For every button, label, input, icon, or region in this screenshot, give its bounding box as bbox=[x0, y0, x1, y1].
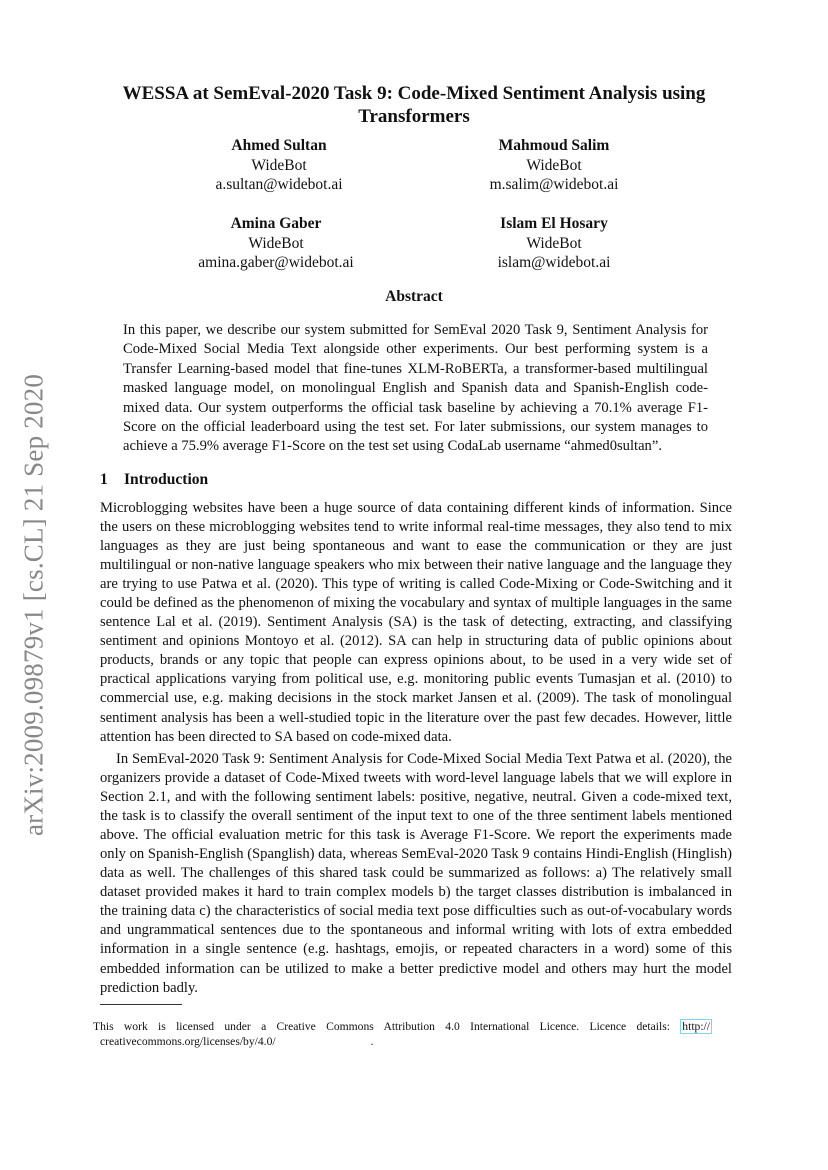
author-affiliation: WideBot bbox=[526, 156, 582, 174]
author-block bbox=[434, 214, 674, 273]
body-paragraph: Microblogging websites have been a huge source of data containing different kinds of information. Since the users on these microblogging websites tend to write informal real-time messages, they also tend to mix languages as they are just being spontaneous and want to ease the communication or they are just multilingual or non-native language speakers who mix between their native language and the language they are trying to use Patwa et al. (2020). This type of writing is called Code-Mixing or Code-Switching and it could be defined as the phenomenon of mixing the vocabulary and syntax of multiple languages in the same sentence Lal et al. (2019). Sentiment Analysis (SA) is the task of detecting, extracting, and classifying sentiment and opinions Montoyo et al. (2012). SA can help in structuring data of public opinions about products, brands or any topic that people can express opinions about, to be used in a very wide set of practical applications varying from political use, e.g. monitoring public events Tumasjan et al. (2010) to commercial use, e.g. making decisions in the stock market Jansen et al. (2009). The task of monolingual sentiment analysis has been a well-studied topic in the literature over the past few decades. However, little attention has been directed to SA based on code-mixed data. bbox=[100, 500, 732, 745]
license-url[interactable]: creativecommons.org/licenses/by/4.0/ bbox=[100, 1034, 276, 1048]
author-block bbox=[434, 136, 674, 195]
author-affiliation: WideBot bbox=[248, 234, 304, 252]
arxiv-identifier: arXiv:2009.09879v1 [cs.CL] 21 Sep 2020 bbox=[18, 373, 49, 837]
author-block bbox=[156, 214, 396, 273]
section-number: 1 bbox=[100, 471, 108, 488]
footnote-end: . bbox=[370, 1034, 374, 1048]
author-block bbox=[159, 136, 399, 195]
license-link[interactable]: http:// bbox=[682, 1020, 710, 1033]
author-affiliation: WideBot bbox=[251, 156, 307, 174]
author-affiliation: WideBot bbox=[526, 234, 582, 252]
author-email: a.sultan@widebot.ai bbox=[215, 176, 343, 193]
author-name: Islam El Hosary bbox=[500, 215, 608, 232]
author-name: Ahmed Sultan bbox=[231, 137, 327, 154]
section-heading bbox=[100, 471, 208, 489]
abstract-text: In this paper, we describe our system submitted for SemEval 2020 Task 9, Sentiment Analysis for Code-Mixed Social Media Text alongside other experiments. Our best performing system is a Transfer Learning-based model that fine-tunes XLM-RoBERTa, a transformer-based multilingual masked language model, on monolingual English and Spanish data and Spanish-English code-mixed data. Our system outperforms the official task baseline by achieving a 70.1% average F1-Score on the official leaderboard using the test set. For later submissions, our system manages to achieve a 75.9% average F1-Score on the test set using CodaLab username “ahmed0sultan”. bbox=[123, 322, 708, 455]
author-email: amina.gaber@widebot.ai bbox=[198, 254, 354, 271]
arxiv-side-stamp bbox=[14, 365, 54, 845]
author-email: m.salim@widebot.ai bbox=[489, 176, 619, 193]
author-name: Amina Gaber bbox=[230, 215, 322, 232]
author-name: Mahmoud Salim bbox=[498, 137, 610, 154]
body-paragraph: In SemEval-2020 Task 9: Sentiment Analysis for Code-Mixed Social Media Text Patwa et al. (2020), the organizers provide a dataset of Code-Mixed tweets with word-level language labels that we will explore in Section 2.1, and with the following sentiment labels: positive, negative, neutral. Given a code-mixed text, the task is to classify the overall sentiment of the input text to one of the three sentiment labels mentioned above. The official evaluation metric for this task is Average F1-Score. We report the experiments made only on Spanish-English (Spanglish) data, whereas SemEval-2020 Task 9 contains Hindi-English (Hinglish) data as well. The challenges of this shared task could be summarized as follows: a) The relatively small dataset provided makes it hard to train complex models b) the target classes distribution is imbalanced in the training data c) the characteristics of social media text pose difficulties such as out-of-vocabulary words and ungrammatical sentences due to the spontaneous and informal writing with lots of extra embedded information in a single sentence (e.g. hashtags, emojis, or repeated characters in a word) some of this embedded information can be utilized to make a better predictive model and others may hurt the model prediction badly. bbox=[100, 751, 732, 996]
author-email: islam@widebot.ai bbox=[497, 254, 611, 271]
paper-title: WESSA at SemEval-2020 Task 9: Code-Mixed Sentiment Analysis using Transformers bbox=[122, 83, 706, 127]
footnote-text: This work is licensed under a Creative Commons Attribution 4.0 International Licence. Licence details: bbox=[93, 1020, 670, 1033]
section-title: Introduction bbox=[124, 471, 209, 488]
footnote-rule bbox=[100, 1004, 182, 1005]
license-footnote bbox=[93, 1020, 712, 1049]
abstract-heading: Abstract bbox=[385, 288, 443, 305]
